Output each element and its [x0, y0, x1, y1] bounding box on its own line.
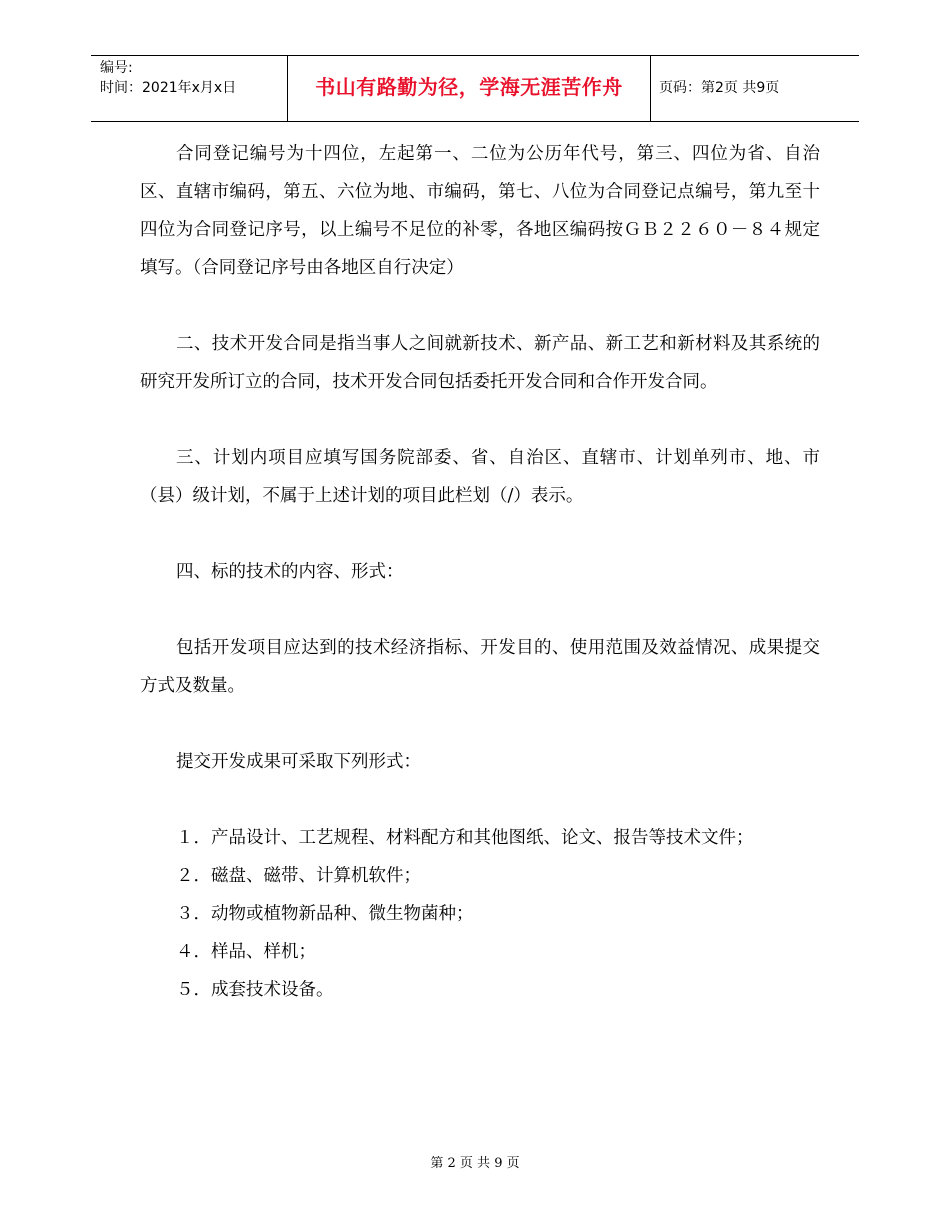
list-item: ２．磁盘、磁带、计算机软件； — [176, 866, 421, 886]
header-meta — [100, 58, 285, 98]
header-page-number: 页码：第2页 共9页 — [659, 80, 780, 96]
document-body — [140, 135, 820, 1009]
header-bottom-rule — [91, 121, 859, 122]
document-number-label: 编号: — [100, 60, 133, 76]
paragraph-section-4-content: 包括开发项目应达到的技术经济指标、开发目的、使用范围及效益情况、成果提交方式及数量。 — [140, 638, 820, 696]
paragraph-registration-number: 合同登记编号为十四位，左起第一、二位为公历年代号，第三、四位为省、自治区、直辖市编码，第五、六位为地、市编码，第七、八位为合同登记点编号，第九至十四位为合同登记序号，以上编号不足位的补零，各地区编码按ＧＢ２２６０－８４规定填写。（合同登记序号由各地区自行决定） — [140, 144, 820, 278]
list-item: １．产品设计、工艺规程、材料配方和其他图纸、论文、报告等技术文件； — [176, 828, 754, 848]
paragraph-section-4-heading: 四、标的技术的内容、形式： — [176, 562, 404, 582]
paragraph-forms-intro: 提交开发成果可采取下列形式： — [176, 752, 421, 772]
list-item: ４．样品、样机； — [176, 942, 316, 962]
header-top-rule — [91, 55, 859, 56]
paragraph-section-2: 二、技术开发合同是指当事人之间就新技术、新产品、新工艺和新材料及其系统的研究开发所订立的合同，技术开发合同包括委托开发合同和合作开发合同。 — [140, 334, 820, 392]
list-item: ３．动物或植物新品种、微生物菌种； — [176, 904, 474, 924]
header-divider-right — [650, 55, 651, 121]
header-motto: 书山有路勤为径，学海无涯苦作舟 — [315, 75, 623, 99]
document-time-label: 时间：2021年x月x日 — [100, 80, 237, 96]
paragraph-section-3: 三、计划内项目应填写国务院部委、省、自治区、直辖市、计划单列市、地、市（县）级计划，不属于上述计划的项目此栏划（/）表示。 — [140, 448, 820, 506]
list-item: ５．成套技术设备。 — [176, 980, 334, 1000]
page-footer: 第 2 页 共 9 页 — [430, 1156, 520, 1171]
